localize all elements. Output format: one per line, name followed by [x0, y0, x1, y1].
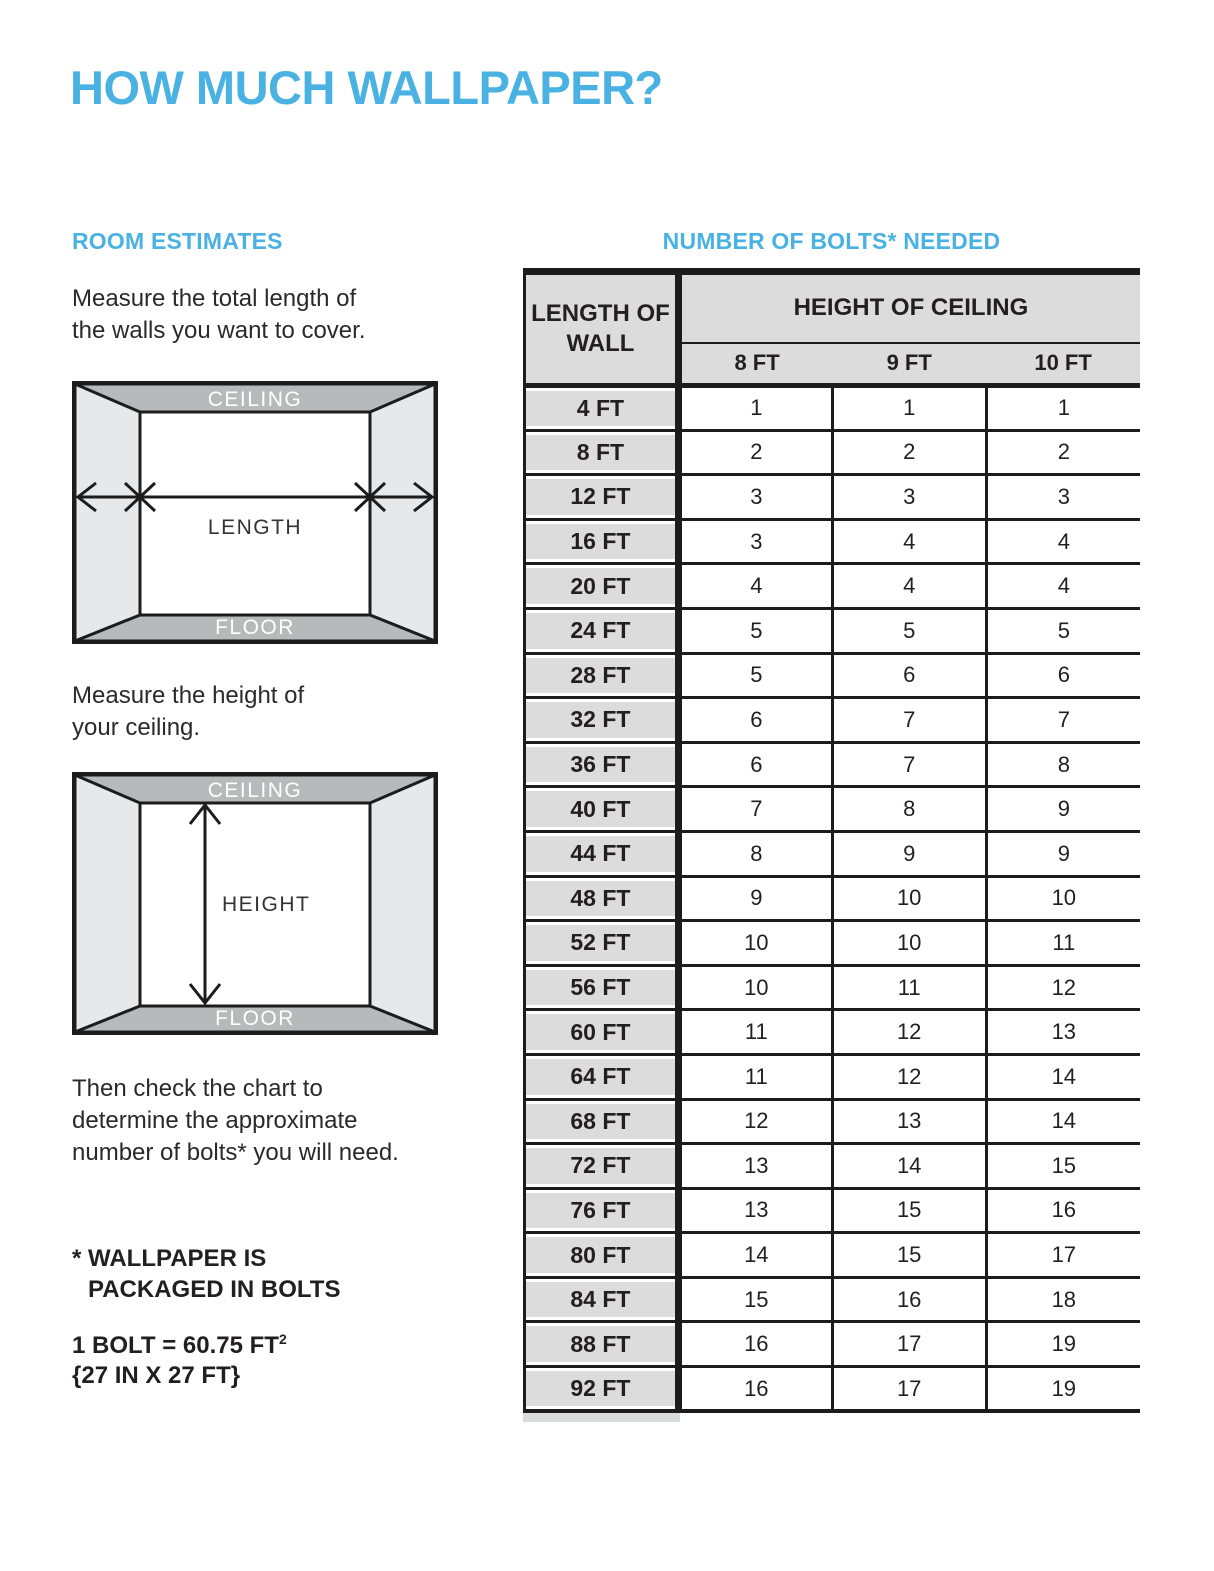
bolt-count-cell: 14 [986, 1054, 1140, 1099]
bolt-count-cell: 13 [678, 1188, 832, 1233]
bolt-count-cell: 9 [678, 876, 832, 921]
table-row [525, 1233, 1141, 1278]
wall-length-cell: 16 FT [525, 519, 679, 564]
room-estimates-heading: ROOM ESTIMATES [72, 228, 283, 254]
wall-length-cell: 76 FT [525, 1188, 679, 1233]
step1-line2: the walls you want to cover. [72, 317, 366, 344]
table-row [525, 608, 1141, 653]
bolt-count-cell: 5 [832, 608, 986, 653]
step3-line3: number of bolts* you will need. [72, 1139, 399, 1166]
bolt-equation-main: 1 BOLT = 60.75 FT [72, 1332, 279, 1359]
length-of-wall-header: LENGTH OF WALL [525, 272, 679, 386]
bolt-count-cell: 17 [832, 1367, 986, 1412]
bolt-count-cell: 3 [678, 519, 832, 564]
bolts-table-head [525, 272, 1141, 386]
bolt-count-cell: 6 [678, 698, 832, 743]
table-row [525, 1277, 1141, 1322]
bolt-equation [72, 1324, 287, 1391]
wall-length-cell: 92 FT [525, 1367, 679, 1412]
wall-length-cell: 44 FT [525, 831, 679, 876]
table-row [525, 653, 1141, 698]
wall-length-cell: 40 FT [525, 787, 679, 832]
bolt-count-cell: 2 [678, 430, 832, 475]
bolt-count-cell: 2 [832, 430, 986, 475]
bolt-count-cell: 2 [986, 430, 1140, 475]
bolt-count-cell: 19 [986, 1322, 1140, 1367]
height-label: HEIGHT [222, 893, 311, 916]
bolt-count-cell: 7 [832, 698, 986, 743]
table-row [525, 1188, 1141, 1233]
bolt-count-cell: 1 [986, 386, 1140, 431]
bolt-equation-exponent: 2 [278, 1331, 287, 1347]
bolt-count-cell: 10 [986, 876, 1140, 921]
bolts-table [523, 268, 1140, 1413]
table-row [525, 787, 1141, 832]
bolt-count-cell: 16 [678, 1367, 832, 1412]
bolt-count-cell: 10 [832, 921, 986, 966]
table-row [525, 742, 1141, 787]
table-row [525, 1010, 1141, 1055]
wall-length-cell: 84 FT [525, 1277, 679, 1322]
wall-length-cell: 24 FT [525, 608, 679, 653]
bolt-count-cell: 11 [986, 921, 1140, 966]
bolt-count-cell: 1 [678, 386, 832, 431]
bolt-count-cell: 12 [832, 1010, 986, 1055]
bolt-count-cell: 16 [678, 1322, 832, 1367]
bolt-count-cell: 15 [678, 1277, 832, 1322]
wall-length-cell: 8 FT [525, 430, 679, 475]
step1-text [72, 283, 365, 347]
bolts-needed-heading: NUMBER OF BOLTS* NEEDED [662, 228, 1001, 254]
bolt-count-cell: 8 [678, 831, 832, 876]
wall-length-cell: 68 FT [525, 1099, 679, 1144]
floor-label: FLOOR [215, 616, 295, 639]
bolt-count-cell: 15 [832, 1233, 986, 1278]
wall-length-cell: 28 FT [525, 653, 679, 698]
step2-line1: Measure the height of [72, 682, 305, 709]
step2-text [72, 680, 304, 744]
bolt-count-cell: 11 [678, 1010, 832, 1055]
bolt-count-cell: 12 [832, 1054, 986, 1099]
bolt-count-cell: 13 [832, 1099, 986, 1144]
step2-line2: your ceiling. [72, 714, 201, 741]
table-row [525, 519, 1141, 564]
step3-line2: determine the approximate [72, 1107, 358, 1134]
bolt-count-cell: 7 [986, 698, 1140, 743]
table-row [525, 1054, 1141, 1099]
table-row [525, 876, 1141, 921]
step3-text [72, 1073, 399, 1169]
table-row [525, 475, 1141, 520]
room-length-diagram [72, 381, 438, 644]
bolt-count-cell: 12 [678, 1099, 832, 1144]
bolt-count-cell: 4 [986, 519, 1140, 564]
wall-length-cell: 4 FT [525, 386, 679, 431]
bolt-equation-line [72, 1324, 287, 1361]
bolt-count-cell: 18 [986, 1277, 1140, 1322]
step1-line1: Measure the total length of [72, 285, 357, 312]
floor-label: FLOOR [215, 1007, 295, 1030]
table-row [525, 1144, 1141, 1189]
bolt-count-cell: 7 [832, 742, 986, 787]
table-row [525, 1367, 1141, 1412]
bolt-count-cell: 14 [986, 1099, 1140, 1144]
table-row [525, 831, 1141, 876]
bolt-count-cell: 6 [986, 653, 1140, 698]
table-row [525, 564, 1141, 609]
wall-length-cell: 48 FT [525, 876, 679, 921]
bolt-count-cell: 16 [832, 1277, 986, 1322]
bolt-count-cell: 6 [678, 742, 832, 787]
bolt-count-cell: 3 [678, 475, 832, 520]
bolt-count-cell: 15 [986, 1144, 1140, 1189]
footnote-line2: PACKAGED IN BOLTS [88, 1276, 341, 1303]
bolt-count-cell: 7 [678, 787, 832, 832]
bolt-count-cell: 4 [986, 564, 1140, 609]
bolt-table-body [525, 386, 1141, 1412]
bolt-count-cell: 4 [832, 564, 986, 609]
bolt-count-cell: 13 [678, 1144, 832, 1189]
bolt-count-cell: 19 [986, 1367, 1140, 1412]
bolt-dimensions: {27 IN X 27 FT} [72, 1362, 241, 1389]
bolt-count-cell: 10 [678, 921, 832, 966]
wall-length-cell: 60 FT [525, 1010, 679, 1055]
bolt-count-cell: 12 [986, 965, 1140, 1010]
bolt-count-cell: 17 [832, 1322, 986, 1367]
bolt-count-cell: 10 [678, 965, 832, 1010]
bolt-count-cell: 11 [678, 1054, 832, 1099]
bolt-count-cell: 3 [832, 475, 986, 520]
table-bottom-shadow [523, 1413, 680, 1422]
bolt-count-cell: 1 [832, 386, 986, 431]
wall-length-cell: 36 FT [525, 742, 679, 787]
step3-line1: Then check the chart to [72, 1075, 323, 1102]
bolt-count-cell: 9 [986, 831, 1140, 876]
left-wall-shape [75, 384, 140, 641]
back-wall-shape [140, 412, 370, 615]
bolt-count-cell: 14 [832, 1144, 986, 1189]
bolt-count-cell: 5 [678, 608, 832, 653]
bolt-count-cell: 10 [832, 876, 986, 921]
table-row [525, 921, 1141, 966]
ceiling-label: CEILING [207, 388, 303, 411]
bolt-count-cell: 8 [832, 787, 986, 832]
right-wall-shape [370, 775, 435, 1032]
table-row [525, 698, 1141, 743]
bolt-count-cell: 16 [986, 1188, 1140, 1233]
right-wall-shape [370, 384, 435, 641]
bolt-count-cell: 13 [986, 1010, 1140, 1055]
table-row [525, 430, 1141, 475]
bolts-footnote [72, 1243, 340, 1305]
col-header-9ft: 9 FT [832, 343, 986, 386]
height-of-ceiling-header: HEIGHT OF CEILING [678, 272, 1140, 343]
bolt-count-cell: 9 [832, 831, 986, 876]
bolt-count-cell: 5 [986, 608, 1140, 653]
ceiling-label: CEILING [207, 779, 303, 802]
wall-length-cell: 72 FT [525, 1144, 679, 1189]
wall-length-cell: 88 FT [525, 1322, 679, 1367]
ceiling-height-diagram [72, 772, 438, 1035]
table-row [525, 1099, 1141, 1144]
wall-length-cell: 80 FT [525, 1233, 679, 1278]
footnote-line1: * WALLPAPER IS [72, 1245, 267, 1272]
col-header-10ft: 10 FT [986, 343, 1140, 386]
length-label: LENGTH [207, 516, 303, 539]
left-wall-shape [75, 775, 140, 1032]
wall-length-cell: 20 FT [525, 564, 679, 609]
bolt-count-cell: 4 [678, 564, 832, 609]
table-row [525, 386, 1141, 431]
wall-length-cell: 52 FT [525, 921, 679, 966]
table-row [525, 1322, 1141, 1367]
bolt-count-cell: 17 [986, 1233, 1140, 1278]
bolt-count-cell: 14 [678, 1233, 832, 1278]
bolt-count-cell: 9 [986, 787, 1140, 832]
bolt-count-cell: 4 [832, 519, 986, 564]
wall-length-cell: 56 FT [525, 965, 679, 1010]
wall-length-cell: 32 FT [525, 698, 679, 743]
table-row [525, 965, 1141, 1010]
wall-length-cell: 64 FT [525, 1054, 679, 1099]
wall-length-cell: 12 FT [525, 475, 679, 520]
bolt-count-cell: 6 [832, 653, 986, 698]
bolt-count-cell: 15 [832, 1188, 986, 1233]
bolts-table-container [523, 268, 1140, 1422]
bolt-count-cell: 5 [678, 653, 832, 698]
bolt-count-cell: 11 [832, 965, 986, 1010]
bolt-count-cell: 3 [986, 475, 1140, 520]
page-title: HOW MUCH WALLPAPER? [70, 61, 663, 114]
col-header-8ft: 8 FT [678, 343, 832, 386]
bolt-count-cell: 8 [986, 742, 1140, 787]
